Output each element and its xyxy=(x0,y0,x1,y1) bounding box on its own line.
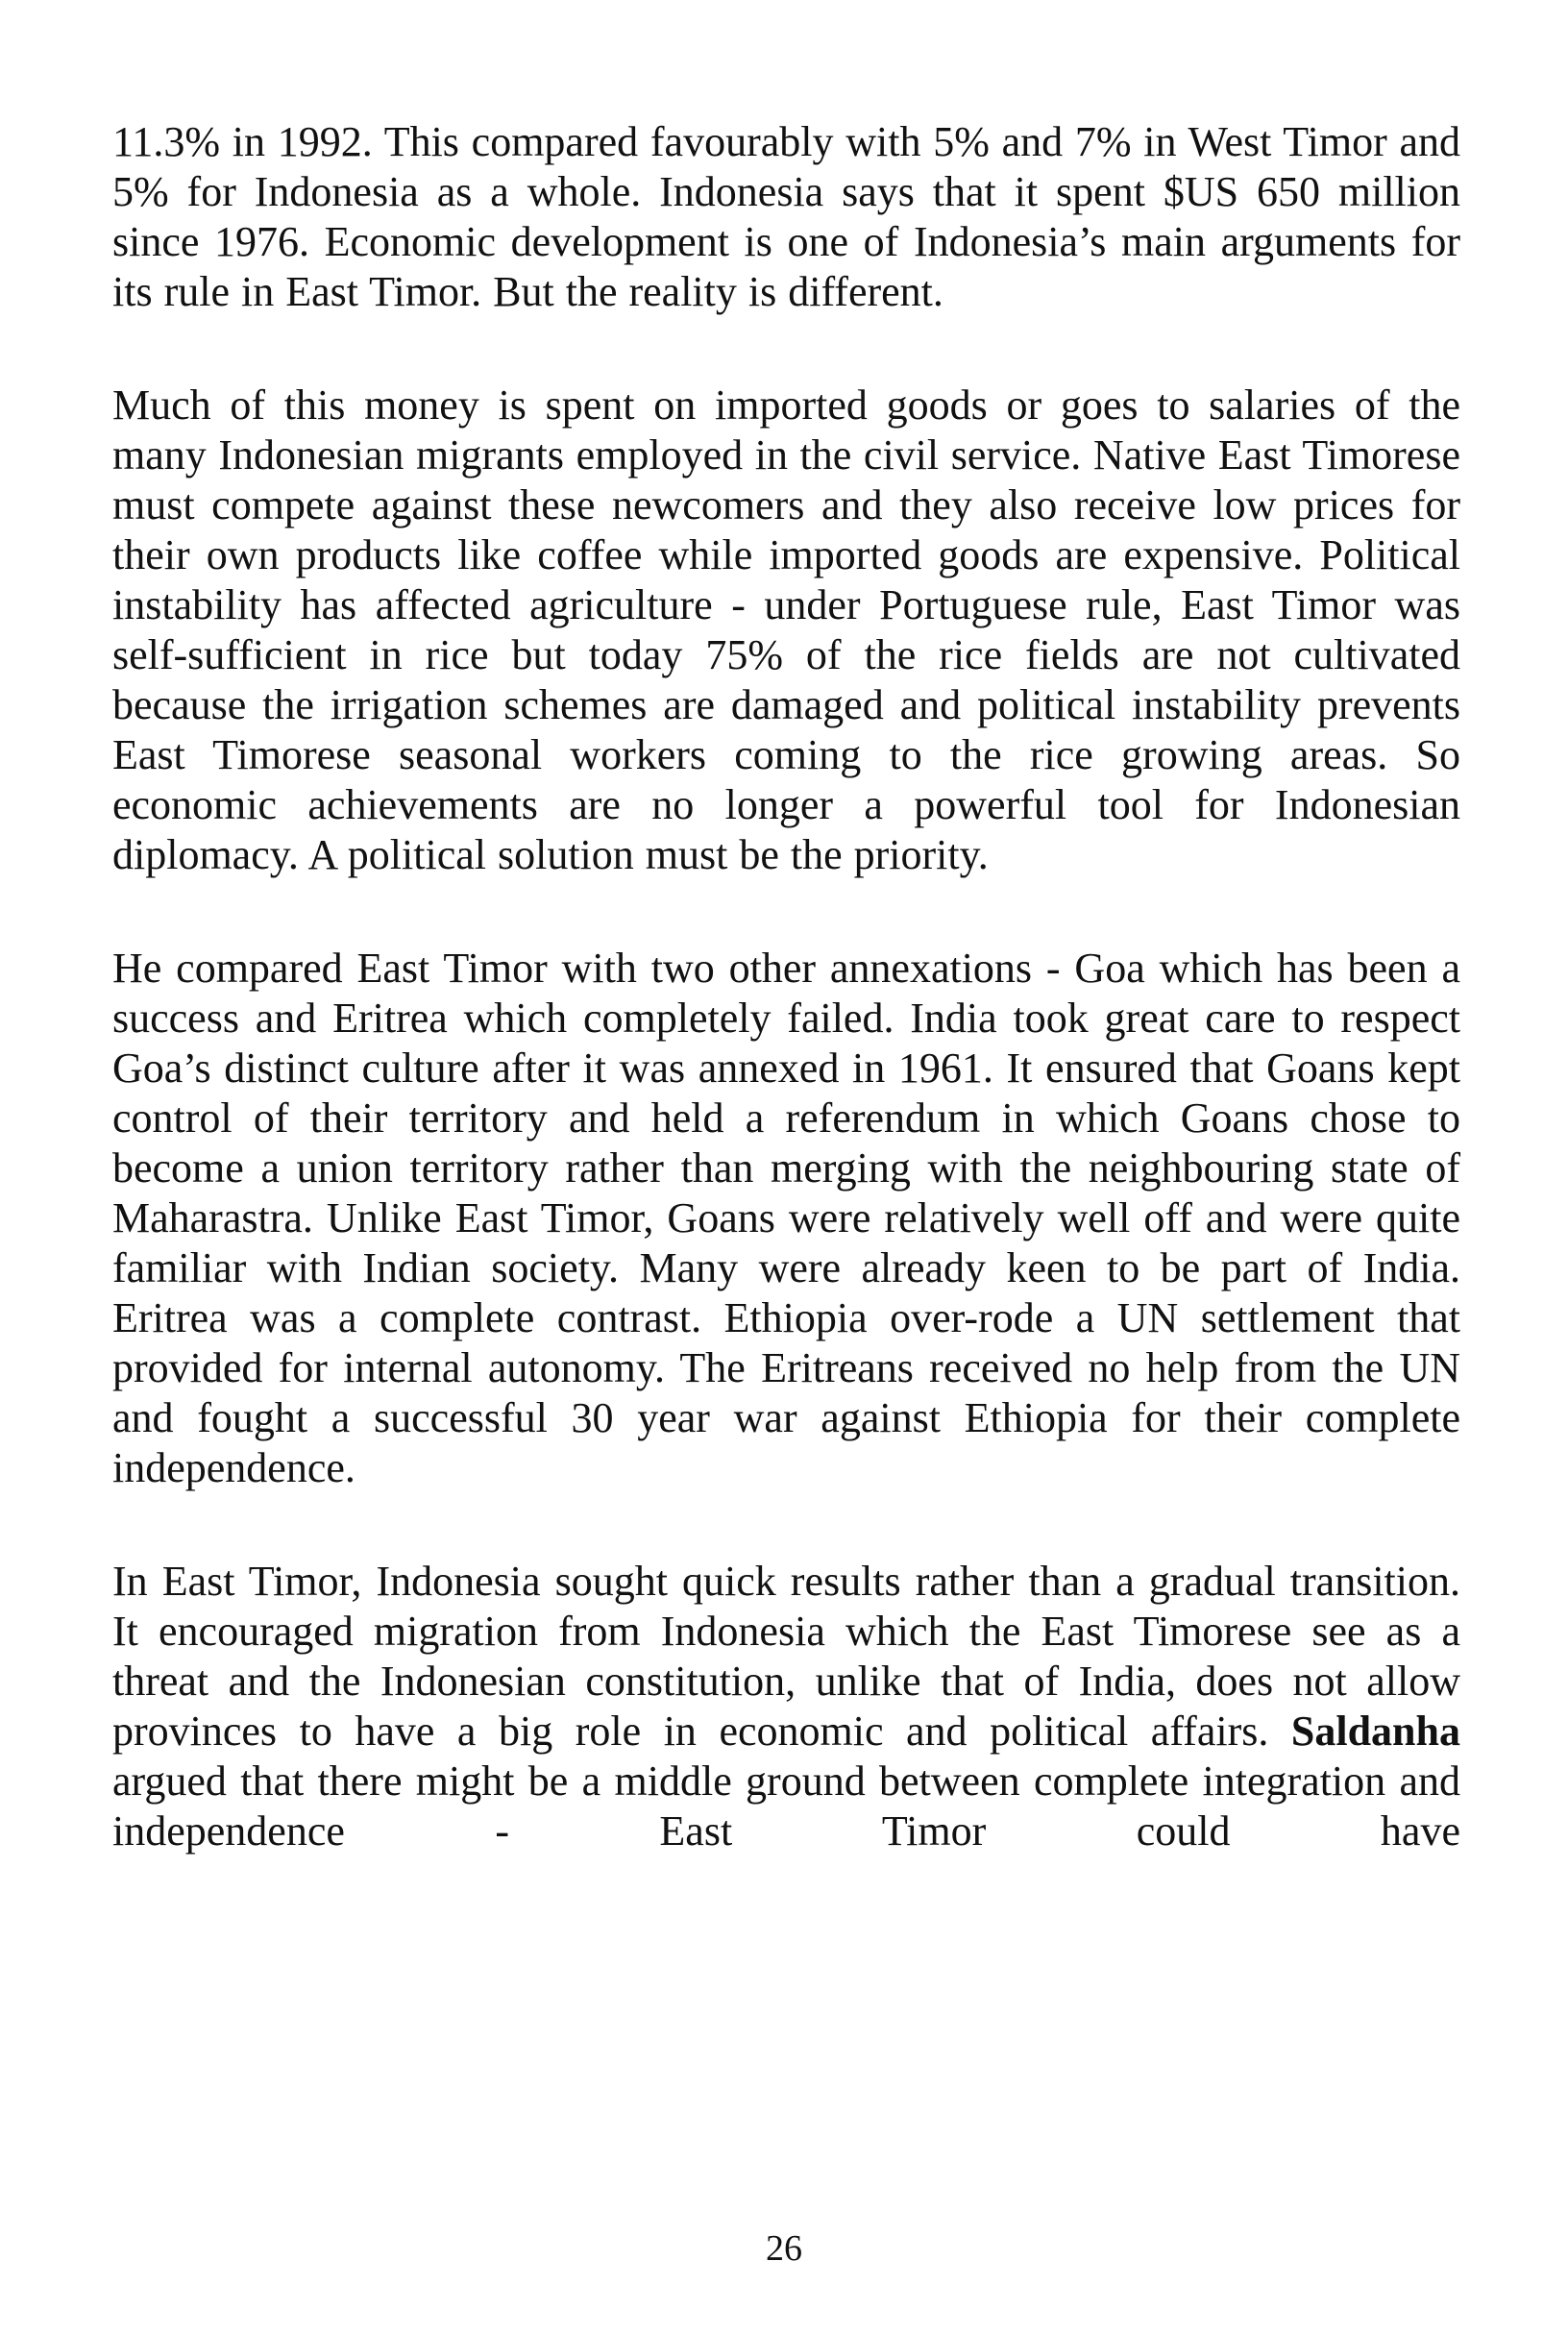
paragraph-text-before: In East Timor, Indonesia sought quick results rather than a gradual transition. It encouraged migration from Indonesia which the East Timorese see as a threat and the Indonesian constitution, unlike that of India, does not allow provinces to have a big role in economic and political affairs. xyxy=(112,1558,1460,1755)
paragraph-east-timor-integration xyxy=(112,1557,1460,1856)
paragraph-imported-goods: Much of this money is spent on imported goods or goes to salaries of the many Indonesian migrants employed in the civil service. Native East Timorese must compete against these newcomers and they also receive low prices for their own products like coffee while imported goods are expensive. Political instability has affected agriculture - under Portuguese rule, East Timor was self-sufficient in rice but today 75% of the rice fields are not cultivated because the irrigation schemes are damaged and political instability prevents East Timorese seasonal workers coming to the rice growing areas. So economic achievements are no longer a powerful tool for Indonesian diplomacy. A political solution must be the priority. xyxy=(112,381,1460,878)
bold-name-saldanha: Saldanha xyxy=(1290,1708,1460,1755)
paragraph-annexations-comparison: He compared East Timor with two other annexations - Goa which has been a success and Eritrea which completely failed. India took great care to respect Goa’s distinct culture after it was annexed in 1961. It ensured that Goans kept control of their territory and held a referendum in which Goans chose to become a union territory rather than merging with the neighbouring state of Maharastra. Unlike East Timor, Goans were relatively well off and were quite familiar with Indian society. Many were already keen to be part of India. Eritrea was a complete contrast. Ethiopia over-rode a UN settlement that provided for internal autonomy. The Eritreans received no help from the UN and fought a successful 30 year war against Ethiopia for their complete independence. xyxy=(112,945,1460,1491)
body-text xyxy=(112,117,1460,1856)
paragraph-economic-spending: 11.3% in 1992. This compared favourably with 5% and 7% in West Timor and 5% for Indonesia as a whole. Indonesia says that it spent $US 650 million since 1976. Economic development is one of Indonesia’s main arguments for its rule in East Timor. But the reality is different. xyxy=(112,118,1460,315)
page-number: 26 xyxy=(766,2228,802,2269)
paragraph-text-after: argued that there might be a middle ground between complete integration and independence - East Timor could have xyxy=(112,1757,1460,1855)
